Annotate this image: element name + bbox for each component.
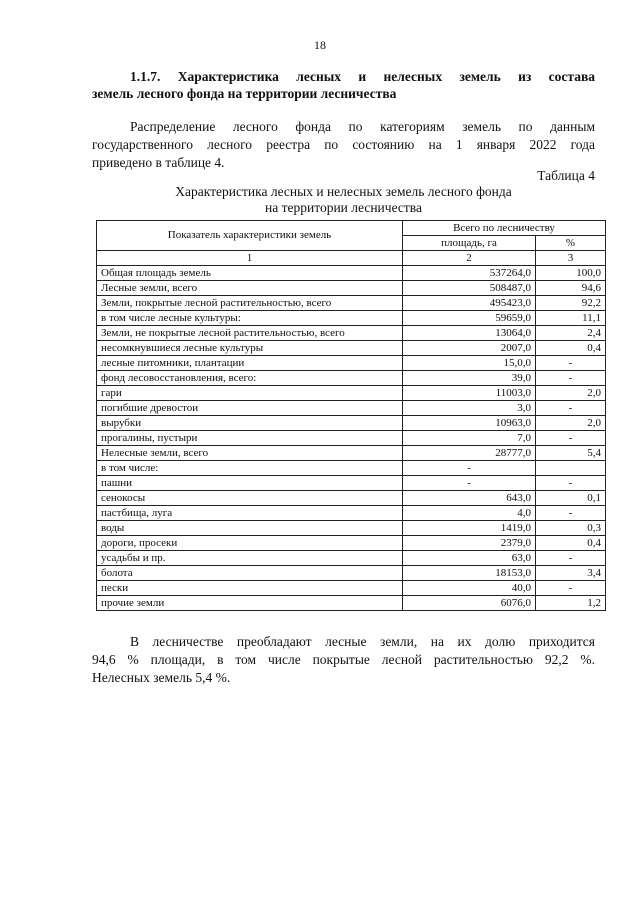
header-area: площадь, га bbox=[403, 236, 536, 251]
column-number: 3 bbox=[536, 251, 606, 266]
row-name-cell: усадьбы и пр. bbox=[97, 551, 403, 566]
row-name-cell: болота bbox=[97, 566, 403, 581]
row-percent-cell: 100,0 bbox=[536, 266, 606, 281]
table-caption bbox=[92, 184, 595, 216]
row-percent-cell: 92,2 bbox=[536, 296, 606, 311]
row-percent-cell: 0,4 bbox=[536, 536, 606, 551]
table-label: Таблица 4 bbox=[537, 168, 595, 183]
table-row bbox=[97, 371, 606, 386]
row-area-cell: 15,0,0 bbox=[403, 356, 536, 371]
conclusion-line: 94,6 % площади, в том числе покрытые лесной растительностью 92,2 %. bbox=[92, 652, 595, 667]
section-heading bbox=[92, 68, 595, 102]
row-percent-cell: - bbox=[536, 476, 606, 491]
page-number: 18 bbox=[314, 38, 326, 52]
table-row bbox=[97, 416, 606, 431]
heading-line: земель лесного фонда на территории лесничества bbox=[92, 86, 397, 101]
row-name-cell: дороги, просеки bbox=[97, 536, 403, 551]
row-area-cell: - bbox=[403, 476, 536, 491]
row-percent-cell: 11,1 bbox=[536, 311, 606, 326]
row-percent-cell: - bbox=[536, 356, 606, 371]
conclusion-line: Нелесных земель 5,4 %. bbox=[92, 670, 231, 685]
row-area-cell: 28777,0 bbox=[403, 446, 536, 461]
row-area-cell: 11003,0 bbox=[403, 386, 536, 401]
conclusion-line: В лесничестве преобладают лесные земли, на их долю приходится bbox=[130, 634, 595, 649]
row-area-cell: 4,0 bbox=[403, 506, 536, 521]
row-name-cell: вырубки bbox=[97, 416, 403, 431]
row-name-cell: несомкнувшиеся лесные культуры bbox=[97, 341, 403, 356]
row-percent-cell: - bbox=[536, 551, 606, 566]
row-name-cell: Земли, покрытые лесной растительностью, всего bbox=[97, 296, 403, 311]
row-area-cell: 1419,0 bbox=[403, 521, 536, 536]
table-row bbox=[97, 266, 606, 281]
row-area-cell: 63,0 bbox=[403, 551, 536, 566]
row-percent-cell: 3,4 bbox=[536, 566, 606, 581]
row-name-cell: погибшие древостои bbox=[97, 401, 403, 416]
row-percent-cell: - bbox=[536, 431, 606, 446]
row-name-cell: пашни bbox=[97, 476, 403, 491]
row-area-cell: 18153,0 bbox=[403, 566, 536, 581]
row-name-cell: Нелесные земли, всего bbox=[97, 446, 403, 461]
intro-line: государственного лесного реестра по состоянию на 1 января 2022 года bbox=[92, 137, 595, 152]
row-percent-cell: - bbox=[536, 581, 606, 596]
conclusion-paragraph bbox=[92, 633, 595, 687]
row-percent-cell: 0,1 bbox=[536, 491, 606, 506]
row-area-cell: 40,0 bbox=[403, 581, 536, 596]
row-name-cell: Лесные земли, всего bbox=[97, 281, 403, 296]
table-row bbox=[97, 386, 606, 401]
row-area-cell: 59659,0 bbox=[403, 311, 536, 326]
column-number: 2 bbox=[403, 251, 536, 266]
intro-line: приведено в таблице 4. bbox=[92, 155, 225, 170]
row-percent-cell: 0,4 bbox=[536, 341, 606, 356]
row-percent-cell: 2,0 bbox=[536, 386, 606, 401]
table-row bbox=[97, 281, 606, 296]
table-row bbox=[97, 356, 606, 371]
column-number: 1 bbox=[97, 251, 403, 266]
table-row bbox=[97, 431, 606, 446]
row-area-cell: 643,0 bbox=[403, 491, 536, 506]
row-name-cell: пески bbox=[97, 581, 403, 596]
row-area-cell: 537264,0 bbox=[403, 266, 536, 281]
row-area-cell: 7,0 bbox=[403, 431, 536, 446]
row-name-cell: воды bbox=[97, 521, 403, 536]
table-caption-line: Характеристика лесных и нелесных земель лесного фонда bbox=[175, 184, 512, 199]
row-name-cell: Земли, не покрытые лесной растительностью, всего bbox=[97, 326, 403, 341]
table-row bbox=[97, 521, 606, 536]
intro-paragraph bbox=[92, 118, 595, 172]
row-area-cell: - bbox=[403, 461, 536, 476]
table-row bbox=[97, 341, 606, 356]
row-percent-cell: 1,2 bbox=[536, 596, 606, 611]
header-total-group: Всего по лесничеству bbox=[403, 221, 606, 236]
table-row bbox=[97, 446, 606, 461]
table-row bbox=[97, 476, 606, 491]
row-area-cell: 10963,0 bbox=[403, 416, 536, 431]
table-caption-line: на территории лесничества bbox=[265, 200, 422, 215]
row-percent-cell: 5,4 bbox=[536, 446, 606, 461]
row-name-cell: в том числе: bbox=[97, 461, 403, 476]
table-row bbox=[97, 536, 606, 551]
row-name-cell: лесные питомники, плантации bbox=[97, 356, 403, 371]
row-area-cell: 2007,0 bbox=[403, 341, 536, 356]
row-area-cell: 6076,0 bbox=[403, 596, 536, 611]
table-row bbox=[97, 566, 606, 581]
table-row bbox=[97, 491, 606, 506]
row-name-cell: Общая площадь земель bbox=[97, 266, 403, 281]
header-percent: % bbox=[536, 236, 606, 251]
row-area-cell: 495423,0 bbox=[403, 296, 536, 311]
table-body bbox=[97, 266, 606, 611]
table-row bbox=[97, 401, 606, 416]
row-percent-cell: - bbox=[536, 506, 606, 521]
row-percent-cell: - bbox=[536, 401, 606, 416]
row-percent-cell: - bbox=[536, 371, 606, 386]
row-percent-cell bbox=[536, 461, 606, 476]
row-percent-cell: 0,3 bbox=[536, 521, 606, 536]
row-name-cell: в том числе лесные культуры: bbox=[97, 311, 403, 326]
row-percent-cell: 2,4 bbox=[536, 326, 606, 341]
row-area-cell: 508487,0 bbox=[403, 281, 536, 296]
header-indicator: Показатель характеристики земель bbox=[97, 221, 403, 251]
row-name-cell: гари bbox=[97, 386, 403, 401]
row-area-cell: 2379,0 bbox=[403, 536, 536, 551]
table-row bbox=[97, 506, 606, 521]
row-area-cell: 3,0 bbox=[403, 401, 536, 416]
table-row bbox=[97, 326, 606, 341]
land-characteristics-table bbox=[96, 220, 606, 611]
row-area-cell: 39,0 bbox=[403, 371, 536, 386]
row-percent-cell: 94,6 bbox=[536, 281, 606, 296]
row-area-cell: 13064,0 bbox=[403, 326, 536, 341]
heading-line: 1.1.7. Характеристика лесных и нелесных земель из состава bbox=[130, 69, 595, 84]
table-row bbox=[97, 581, 606, 596]
row-name-cell: прогалины, пустыри bbox=[97, 431, 403, 446]
table-row bbox=[97, 461, 606, 476]
table-row bbox=[97, 296, 606, 311]
row-name-cell: сенокосы bbox=[97, 491, 403, 506]
intro-line: Распределение лесного фонда по категориям земель по данным bbox=[130, 119, 595, 134]
row-name-cell: пастбища, луга bbox=[97, 506, 403, 521]
table-row bbox=[97, 551, 606, 566]
row-name-cell: прочие земли bbox=[97, 596, 403, 611]
row-percent-cell: 2,0 bbox=[536, 416, 606, 431]
table-row bbox=[97, 596, 606, 611]
table-row bbox=[97, 311, 606, 326]
row-name-cell: фонд лесовосстановления, всего: bbox=[97, 371, 403, 386]
